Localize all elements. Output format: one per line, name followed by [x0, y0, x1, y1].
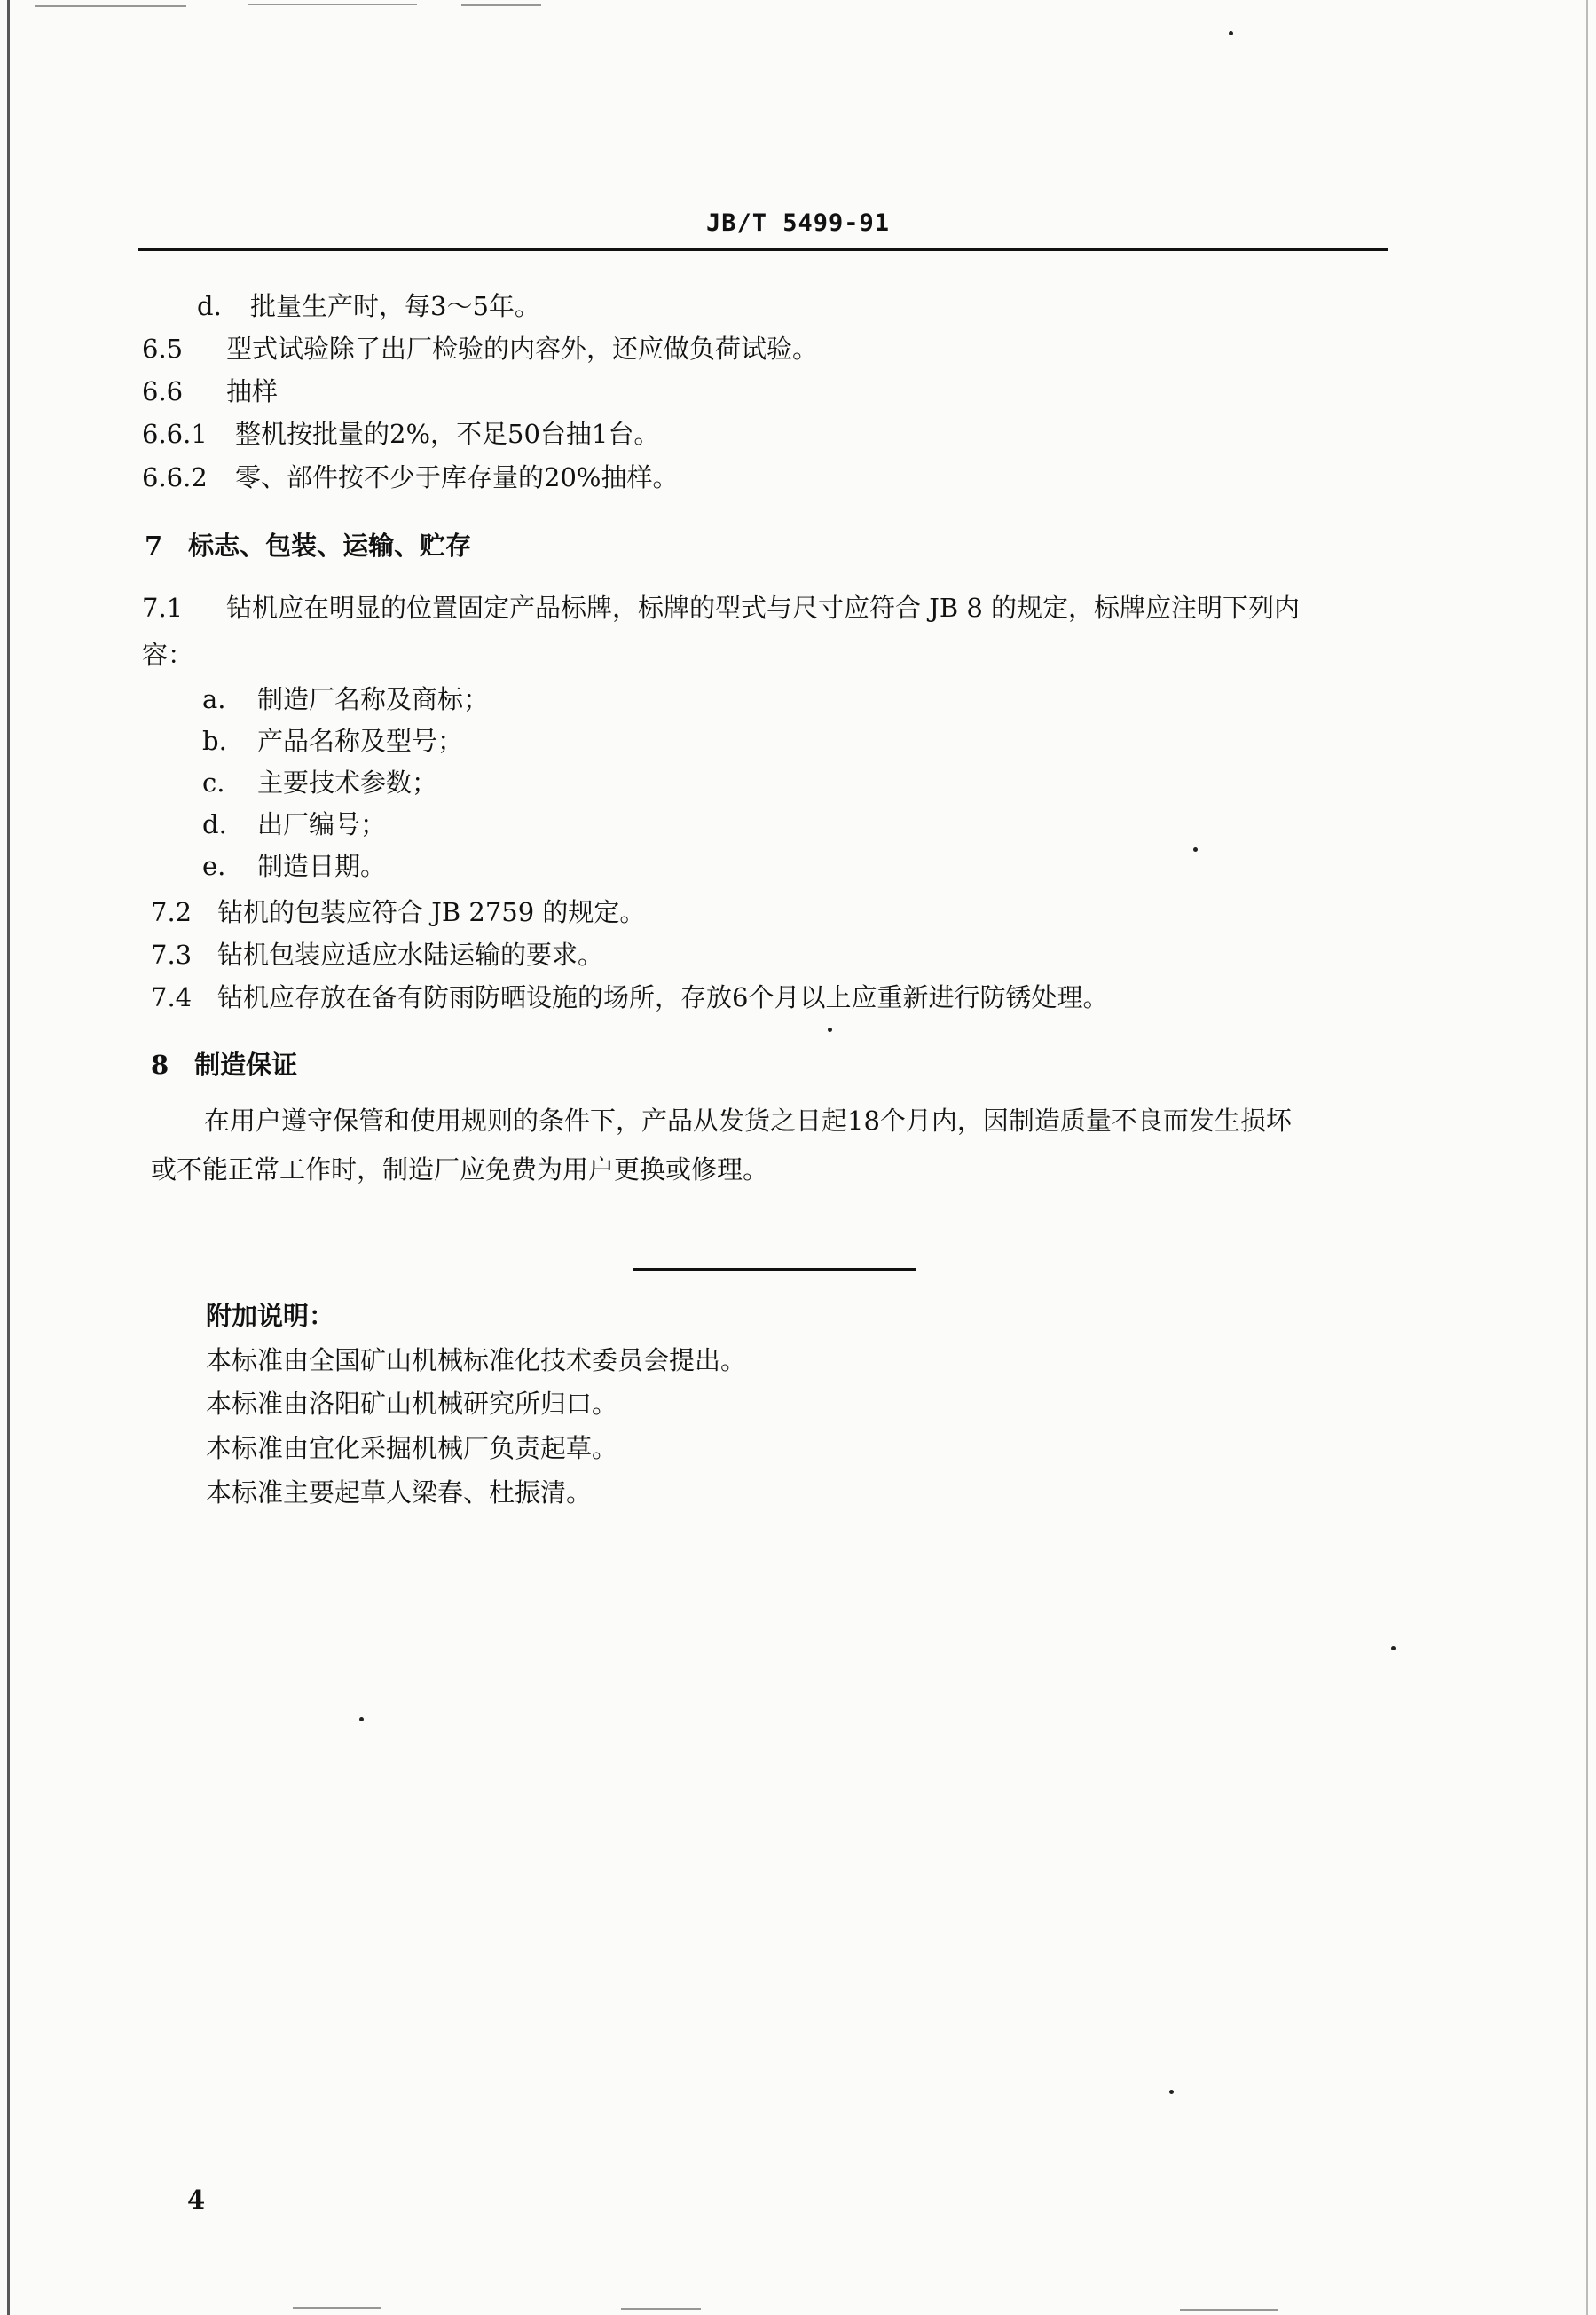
clause-7-4 [151, 980, 1108, 1015]
header-rule [138, 248, 1388, 251]
clause-number: 6.5 [142, 334, 184, 364]
item-marker: d. [197, 291, 222, 321]
clause-7-3 [151, 937, 603, 972]
clause-7-1-continued: 容： [142, 640, 194, 670]
scan-dash [35, 5, 186, 7]
clause-text: 钻机应存放在备有防雨防晒设施的场所，存放6个月以上应重新进行防锈处理。 [217, 982, 1109, 1012]
scan-dash [461, 4, 541, 6]
clause-6-6-2 [142, 460, 678, 495]
clause-number: 6.6.2 [142, 462, 208, 492]
clause-text: 抽样 [226, 376, 279, 406]
section-8-paragraph-line-2: 或不能正常工作时，制造厂应免费为用户更换或修理。 [151, 1154, 769, 1185]
clause-number: 6.6 [142, 376, 184, 406]
scan-dash [248, 4, 417, 5]
end-rule [633, 1268, 916, 1271]
section-8-paragraph-line-1: 在用户遵守保管和使用规则的条件下，产品从发货之日起18个月内，因制造质量不良而发生损坏 [204, 1106, 1292, 1136]
item-text: 制造厂名称及商标； [257, 684, 490, 714]
scan-edge-right [1586, 0, 1588, 2315]
item-marker: c. [202, 768, 225, 798]
list-item-e [202, 848, 386, 884]
note-line-4: 本标准主要起草人梁春、杜振清。 [206, 1477, 593, 1508]
item-marker: d. [202, 809, 227, 839]
header-standard-code: JB/T 5499-91 [705, 209, 891, 237]
scan-speck [828, 1028, 832, 1032]
item-marker: e. [202, 851, 226, 881]
notes-title: 附加说明： [206, 1301, 335, 1331]
clause-number: 6.6.1 [142, 419, 208, 449]
clause-7-2 [151, 894, 645, 930]
item-marker: a. [202, 684, 226, 714]
scan-speck [1193, 847, 1198, 852]
item-text: 批量生产时，每3～5年。 [250, 291, 540, 321]
scan-dash [621, 2308, 701, 2310]
scan-speck [1229, 31, 1233, 35]
clause-number: 7.2 [151, 897, 193, 927]
item-marker: b. [202, 726, 227, 756]
note-line-2: 本标准由洛阳矿山机械研究所归口。 [206, 1389, 618, 1419]
clause-6-6 [142, 374, 278, 409]
scan-dash [293, 2307, 381, 2309]
section-8-heading: 8 制造保证 [151, 1050, 298, 1080]
section-7-heading: 7 标志、包装、运输、贮存 [145, 531, 472, 561]
scan-speck [1391, 1646, 1396, 1650]
clause-text: 钻机的包装应符合 JB 2759 的规定。 [217, 897, 646, 927]
page-number: 4 [187, 2185, 206, 2215]
clause-text: 钻机包装应适应水陆运输的要求。 [217, 940, 604, 970]
clause-number: 7.3 [151, 940, 193, 970]
item-text: 主要技术参数； [257, 768, 438, 798]
note-line-1: 本标准由全国矿山机械标准化技术委员会提出。 [206, 1345, 747, 1375]
list-item-a [202, 681, 489, 717]
clause-6-6-1 [142, 416, 659, 452]
clause-6-5 [142, 331, 818, 366]
scan-speck [1169, 2090, 1174, 2094]
scan-speck [359, 1717, 364, 1721]
list-item-d-7 [202, 807, 386, 842]
list-item-c [202, 765, 437, 800]
list-item-d [197, 288, 540, 324]
note-line-3: 本标准由宜化采掘机械厂负责起草。 [206, 1433, 618, 1463]
scan-dash [1180, 2309, 1278, 2311]
list-item-b [202, 723, 463, 759]
clause-7-1 [142, 590, 1300, 626]
clause-text: 型式试验除了出厂检验的内容外，还应做负荷试验。 [226, 334, 819, 364]
item-text: 出厂编号； [257, 809, 387, 839]
item-text: 制造日期。 [257, 851, 387, 881]
clause-number: 7.1 [142, 593, 184, 623]
scan-edge-left [7, 0, 10, 2315]
clause-text: 钻机应在明显的位置固定产品标牌，标牌的型式与尺寸应符合 JB 8 的规定，标牌应注明下列内 [226, 593, 1301, 623]
clause-text: 整机按批量的2%，不足50台抽1台。 [235, 419, 660, 449]
item-text: 产品名称及型号； [257, 726, 464, 756]
clause-number: 7.4 [151, 982, 193, 1012]
clause-text: 零、部件按不少于库存量的20%抽样。 [235, 462, 679, 492]
